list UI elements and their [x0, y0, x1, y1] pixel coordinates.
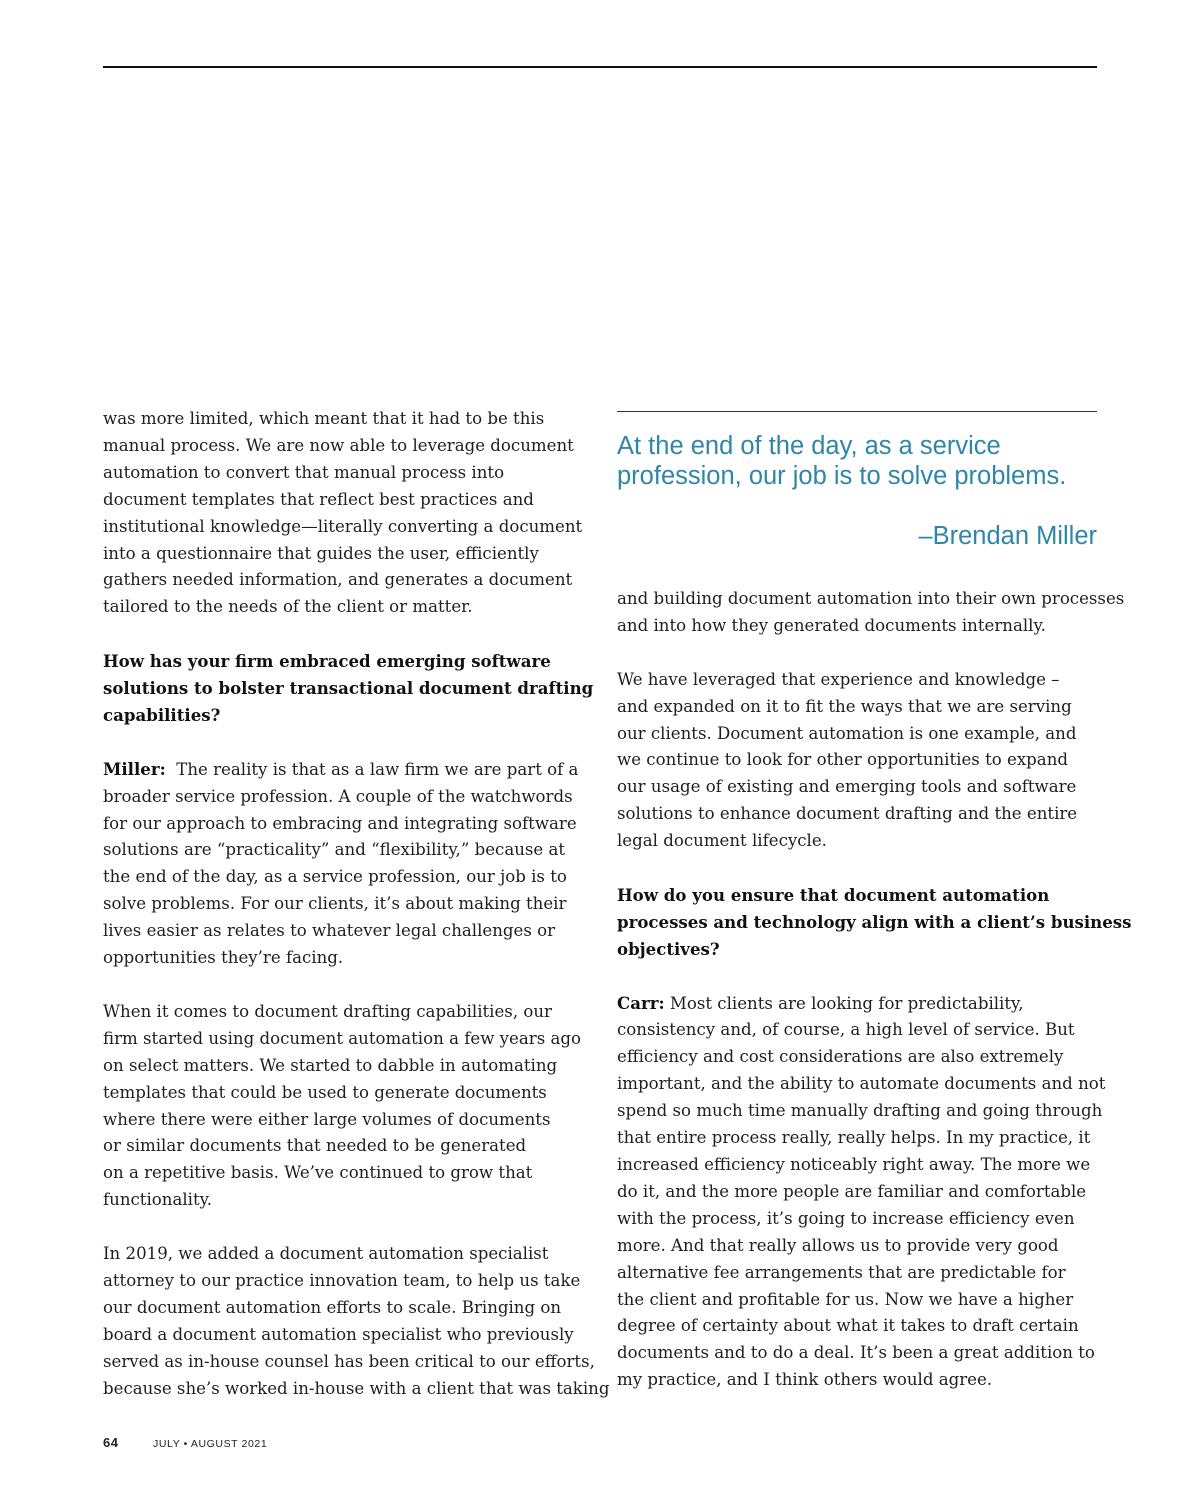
text-line: into a questionnaire that guides the user, efficiently: [103, 543, 539, 563]
text-line: In 2019, we added a document automation specialist: [103, 1244, 549, 1264]
text-line: solutions are “practicality” and “flexibility,” because at: [103, 840, 566, 860]
text-line: served as in-house counsel has been critical to our efforts,: [103, 1351, 595, 1371]
text-line: document templates that reflect best practices and: [103, 489, 534, 509]
pull-quote-line: profession, our job is to solve problems.: [617, 462, 1067, 490]
text-line: and into how they generated documents internally.: [617, 615, 1046, 635]
text-line: board a document automation specialist who previously: [103, 1324, 574, 1344]
text-line: tailored to the needs of the client or matter.: [103, 597, 473, 617]
text-line: lives easier as relates to whatever legal challenges or: [103, 921, 556, 941]
speaker-name: Miller:: [103, 758, 166, 779]
text-line: degree of certainty about what it takes to draft certain: [617, 1316, 1079, 1336]
text-line: solve problems. For our clients, it’s about making their: [103, 894, 567, 914]
paragraph: [617, 586, 1125, 640]
text-line: where there were either large volumes of documents: [103, 1109, 551, 1129]
text-line: more. And that really allows us to provide very good: [617, 1235, 1059, 1255]
page-footer: [103, 1434, 267, 1452]
text-line: and expanded on it to fit the ways that we are serving: [617, 696, 1072, 716]
answer-paragraph: [617, 990, 1106, 1395]
text-line: templates that could be used to generate documents: [103, 1082, 547, 1102]
answer-paragraph: [103, 756, 583, 972]
text-line: do it, and the more people are familiar and comfortable: [617, 1181, 1087, 1201]
text-line: manual process. We are now able to leverage document: [103, 435, 574, 455]
text-line: functionality.: [103, 1190, 213, 1210]
text-line: or similar documents that needed to be generated: [103, 1136, 527, 1156]
text-line: [103, 756, 583, 784]
text-line: our clients. Document automation is one example, and: [617, 723, 1077, 743]
pull-quote: [617, 431, 1097, 491]
text-line: gathers needed information, and generates a document: [103, 570, 573, 590]
text-line: We have leveraged that experience and knowledge –: [617, 669, 1060, 689]
text-line: my practice, and I think others would agree.: [617, 1370, 993, 1390]
text-line: capabilities?: [103, 704, 221, 725]
text-line: on select matters. We started to dabble in automating: [103, 1055, 558, 1075]
text-fragment: The reality is that as a law firm we are part of a: [165, 759, 579, 779]
paragraph: [617, 667, 1099, 855]
text-line: legal document lifecycle.: [617, 831, 827, 851]
text-line: because she’s worked in-house with a client that was taking: [103, 1378, 610, 1398]
top-rule: [103, 66, 1097, 68]
text-line: How do you ensure that document automation: [617, 884, 1050, 905]
text-line: How has your firm embraced emerging software: [103, 651, 551, 672]
text-line: [617, 990, 1099, 1018]
text-line: was more limited, which meant that it had to be this: [103, 409, 545, 428]
text-line: consistency and, of course, a high level of service. But: [617, 1020, 1075, 1040]
paragraph: [103, 406, 583, 621]
text-line: our usage of existing and emerging tools and software: [617, 777, 1077, 797]
text-line: When it comes to document drafting capabilities, our: [103, 1001, 552, 1021]
text-line: broader service profession. A couple of the watchwords: [103, 786, 573, 806]
issue-date: JULY • AUGUST 2021: [153, 1438, 268, 1450]
text-line: and building document automation into their own processes: [617, 589, 1125, 608]
text-line: with the process, it’s going to increase efficiency even: [617, 1208, 1075, 1228]
text-fragment: Most clients are looking for predictability,: [664, 993, 1024, 1013]
interview-question: [617, 882, 1132, 963]
text-line: spend so much time manually drafting and going through: [617, 1101, 1103, 1121]
page-number: 64: [103, 1435, 119, 1450]
text-line: increased efficiency noticeably right away. The more we: [617, 1154, 1091, 1174]
text-line: automation to convert that manual process into: [103, 462, 505, 482]
text-line: for our approach to embracing and integrating software: [103, 813, 577, 833]
pull-quote-attribution: –Brendan Miller: [918, 522, 1097, 550]
pull-quote-rule: [617, 411, 1097, 412]
text-line: attorney to our practice innovation team, to help us take: [103, 1270, 581, 1290]
paragraph: [103, 1241, 610, 1402]
text-line: firm started using document automation a few years ago: [103, 1028, 581, 1048]
text-line: on a repetitive basis. We’ve continued to grow that: [103, 1163, 533, 1183]
text-line: alternative fee arrangements that are predictable for: [617, 1262, 1066, 1282]
right-column: [617, 586, 1132, 1421]
pull-quote-line: At the end of the day, as a service: [617, 432, 1001, 460]
left-column: [103, 406, 610, 1429]
text-line: our document automation efforts to scale. Bringing on: [103, 1297, 562, 1317]
text-line: important, and the ability to automate documents and not: [617, 1074, 1106, 1094]
text-line: the client and profitable for us. Now we have a higher: [617, 1289, 1074, 1309]
text-line: solutions to bolster transactional document drafting: [103, 678, 594, 699]
interview-question: [103, 648, 594, 729]
text-line: we continue to look for other opportunities to expand: [617, 750, 1069, 770]
text-line: documents and to do a deal. It’s been a great addition to: [617, 1343, 1095, 1363]
text-line: solutions to enhance document drafting and the entire: [617, 804, 1078, 824]
speaker-name: Carr:: [617, 992, 665, 1013]
text-line: institutional knowledge—literally converting a document: [103, 516, 583, 536]
text-line: opportunities they’re facing.: [103, 948, 344, 968]
text-line: the end of the day, as a service profession, our job is to: [103, 867, 567, 887]
paragraph: [103, 999, 583, 1214]
text-line: processes and technology align with a client’s business: [617, 911, 1132, 932]
text-line: that entire process really, really helps. In my practice, it: [617, 1128, 1091, 1148]
text-line: objectives?: [617, 938, 720, 959]
text-line: efficiency and cost considerations are also extremely: [617, 1047, 1064, 1067]
